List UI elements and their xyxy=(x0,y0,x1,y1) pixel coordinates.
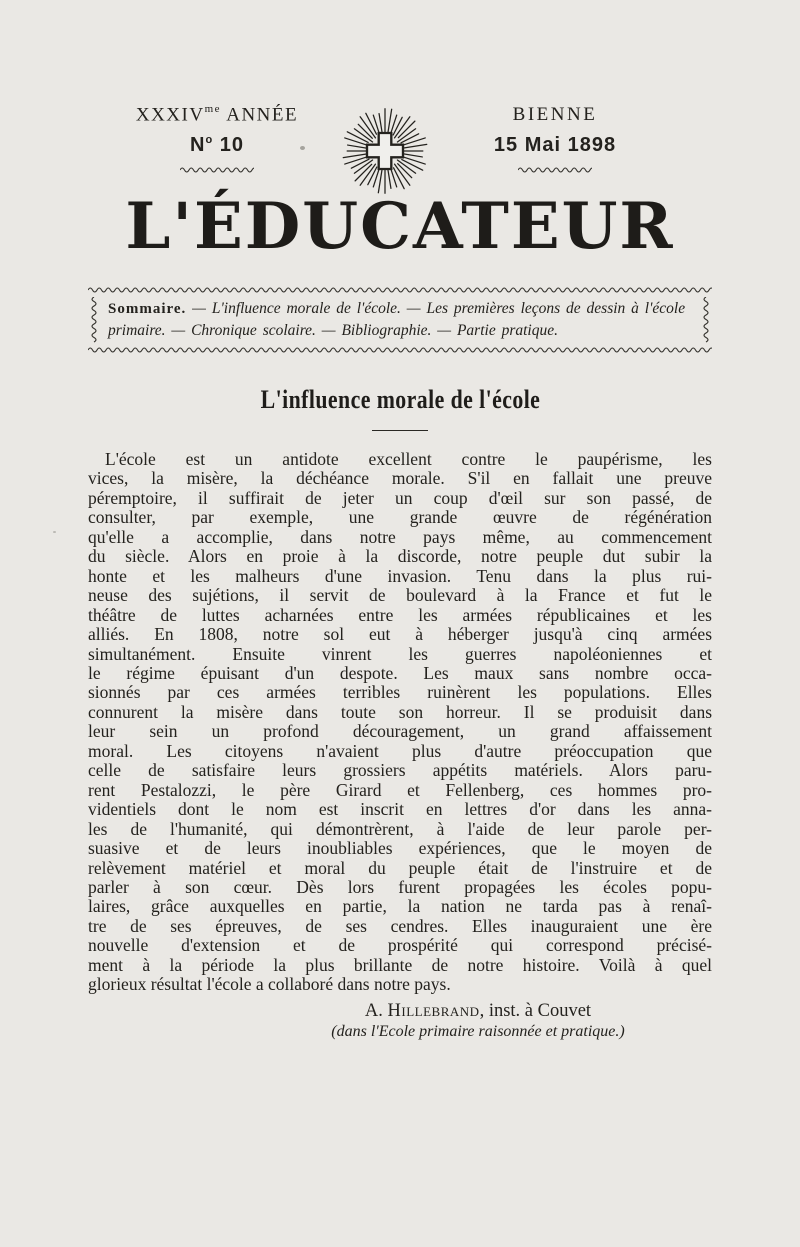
body-text-line: celle de satisfaire leurs grossiers appétits matériels. Alors paru- xyxy=(88,760,712,781)
wavy-border-right xyxy=(702,297,710,343)
wavy-rule xyxy=(518,166,592,174)
title-separator-rule xyxy=(372,430,428,431)
sommaire-label: Sommaire. xyxy=(108,301,187,317)
place-label: BIENNE xyxy=(512,104,598,125)
body-text-line: relèvement matériel et moral du peuple était de l'instruire et de xyxy=(88,857,712,878)
author-name: Hillebrand xyxy=(387,1000,480,1021)
body-text-line: honte et les malheurs d'une invasion. Tenu dans la plus rui- xyxy=(88,565,712,586)
body-text-line: théâtre de luttes acharnées entre les armées républicaines et les xyxy=(88,604,712,625)
header-right-block xyxy=(480,104,630,174)
issue-number-label xyxy=(128,134,306,157)
body-text-line: alliés. En 1808, notre sol eut à héberger jusqu'à cinq armées xyxy=(88,624,712,645)
body-text-line: parler à son cœur. Dès lors furent propagées les écoles popu- xyxy=(88,876,712,897)
wavy-rule xyxy=(180,166,254,174)
body-text-line: vices, la misère, la déchéance morale. S'il en fallait une preuve xyxy=(88,468,712,489)
body-text-line: connurent la misère dans toute son horreur. Il se produisit dans xyxy=(88,701,712,722)
sommaire-text xyxy=(108,298,690,341)
journal-header xyxy=(88,104,712,192)
issue-number: 10 xyxy=(219,134,244,157)
volume-sup: me xyxy=(204,103,222,115)
volume-word: ANNÉE xyxy=(226,104,299,126)
body-text-line: consulter, par exemple, une grande œuvre de régénération xyxy=(88,507,712,528)
body-text-line: nouvelle d'extension et de prospérité qui correspond précisé- xyxy=(88,935,712,956)
body-text-line: neuse des sujétions, il servit de boulevard à la France et fut le xyxy=(88,585,712,606)
page-content-column xyxy=(88,0,712,1041)
sommaire-items: — L'influence morale de l'école. — Les premières leçons de dessin à l'école primaire. — Chronique scolaire. — Bibliographie. — Partie pratique. xyxy=(108,300,686,339)
author-role: , inst. à Couvet xyxy=(479,1000,592,1021)
body-text-line: leur sein un profond découragement, un grand affaissement xyxy=(88,721,712,742)
issue-date: 15 Mai 1898 xyxy=(493,134,617,156)
article-title xyxy=(88,387,712,413)
volume-roman: XXXIV xyxy=(135,104,205,126)
body-text-line: du siècle. Alors en proie à la discorde, notre peuple dut subir la xyxy=(88,546,712,567)
body-text-line: qu'elle a accomplie, dans notre pays même, au commencement xyxy=(88,526,712,547)
issue-sup: o xyxy=(205,133,214,146)
source-title: Ecole primaire raisonnée et pratique. xyxy=(378,1022,620,1040)
body-text-line: L'école est un antidote excellent contre le paupérisme, les xyxy=(105,449,712,469)
author-initial: A. xyxy=(364,1000,388,1021)
body-text-line: simultanément. Ensuite vinrent les guerres napoléoniennes et xyxy=(88,643,712,664)
body-text-line: les de l'humanité, qui démontrèrent, à l'aide de leur parole per- xyxy=(88,818,712,839)
body-text-line: tre de ses épreuves, de ses cendres. Elles inauguraient une ère xyxy=(88,915,712,936)
source-open: (dans l' xyxy=(331,1022,379,1040)
volume-year-label xyxy=(128,104,306,126)
article-title-text: L'influence morale de l'école xyxy=(260,385,540,414)
article-body xyxy=(88,450,712,995)
sommaire-box xyxy=(88,286,712,354)
body-text-line: laires, grâce auxquelles en partie, la nation ne tarda pas à renaî- xyxy=(88,896,712,917)
body-text-line: le régime épuisant d'un despote. Les maux sans nombre occa- xyxy=(88,662,712,683)
body-text-line: péremptoire, il suffirait de jeter un coup d'œil sur son passé, de xyxy=(88,487,712,508)
body-text-line: sionnés par ces armées terribles ruinèrent les populations. Elles xyxy=(88,682,712,703)
body-text-line: videntiels dont le nom est inscrit en lettres d'or dans les anna- xyxy=(88,799,712,820)
article-signature xyxy=(258,1001,698,1041)
body-text-line: ment à la période la plus brillante de notre histoire. Voilà à quel xyxy=(88,954,712,975)
signature-author xyxy=(258,1001,698,1022)
masthead-title: L'ÉDUCATEUR xyxy=(125,189,675,264)
source-close: ) xyxy=(619,1022,625,1040)
body-text-line: rent Pestalozzi, le père Girard et Fellenberg, ces hommes pro- xyxy=(88,779,712,800)
wavy-border-left xyxy=(90,297,98,343)
body-text-line: glorieux résultat l'école a collaboré dans notre pays. xyxy=(88,974,451,995)
wavy-border-bottom xyxy=(88,346,712,354)
signature-source xyxy=(258,1023,698,1041)
wavy-border-top xyxy=(88,286,712,294)
header-left-block xyxy=(128,104,306,174)
body-text-line: moral. Les citoyens n'avaient plus d'autre préoccupation que xyxy=(88,740,712,761)
body-text-line: suasive et de leurs inoubliables expériences, que le moyen de xyxy=(88,838,712,859)
swiss-cross-sunburst-icon xyxy=(340,104,430,198)
issue-letter: N xyxy=(190,134,206,157)
